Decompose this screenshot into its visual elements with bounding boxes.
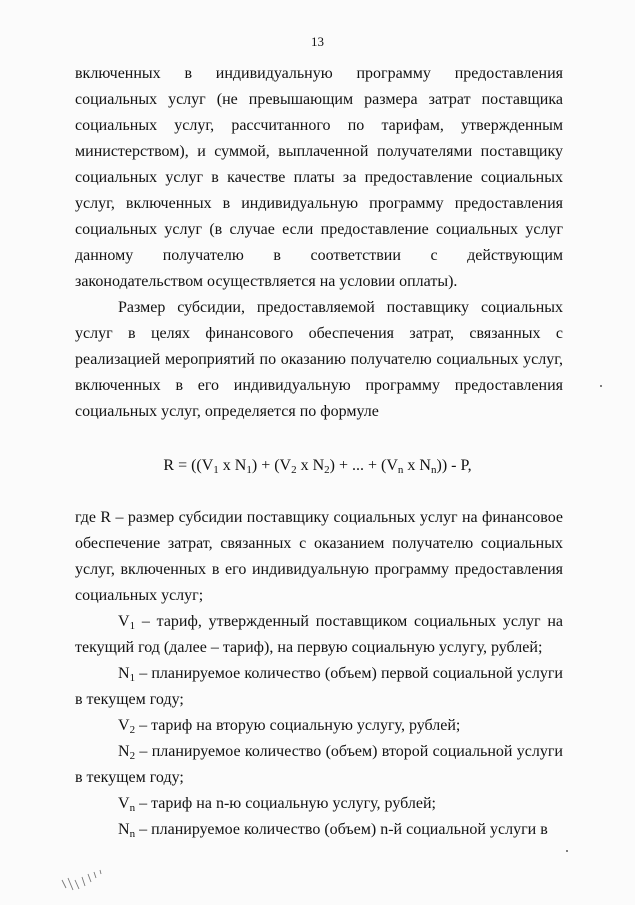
page-number: 13	[311, 34, 324, 49]
subsidy-formula	[0, 453, 635, 479]
formula-definitions	[75, 505, 563, 843]
formula-subscript: 1	[246, 464, 252, 476]
paragraph-subsidy-size	[75, 295, 563, 425]
formula-part: )) - P,	[436, 457, 472, 474]
definition-v2: $V_2$ – тариф на вторую социальную услугу, рублей;	[118, 717, 461, 736]
definition-nn: $N_n$ – планируемое количество (объем) n-й социальной услуги в	[118, 821, 548, 840]
paragraph-text: включенных в индивидуальную программу предоставления социальных услуг (не превышающим размера затрат поставщика социальных услуг, рассчитанного по тарифам, утвержденным министерством), и суммой, выплаченной получателями поставщику социальных услуг в качестве платы за предоставление социальных услуг, включенных в индивидуальную программу предоставления социальных услуг (в случае если предоставление социальных услуг данному получателю в соответствии с действующим законодательством осуществляется на условии оплаты).	[75, 65, 563, 290]
definition-n2: $N_2$ – планируемое количество (объем) второй социальной услуги в текущем году;	[75, 743, 563, 786]
paragraph-text: Размер субсидии, предоставляемой поставщику социальных услуг в целях финансового обеспечения затрат, связанных с реализацией мероприятий по оказанию получателю социальных услуг, включенных в его индивидуальную программу предоставления социальных услуг, определяется по формуле	[75, 299, 563, 420]
formula-part: x N	[403, 457, 431, 474]
formula-subscript: 2	[324, 464, 330, 476]
formula-part: R = ((V	[163, 457, 214, 474]
definition-v1: $V_1$ – тариф, утвержденный поставщиком социальных услуг на текущий год (далее – тариф), на первую социальную услугу, рублей;	[75, 613, 563, 656]
formula-part: ) + ... + (V	[329, 457, 398, 474]
scan-speck	[600, 385, 602, 387]
formula-subscript: 1	[213, 464, 219, 476]
handwritten-mark	[60, 868, 110, 896]
formula-part: ) + (V	[251, 457, 292, 474]
definition-r: где R – размер субсидии поставщику социальных услуг на финансовое обеспечение затрат, связанных с оказанием получателю социальных услуг, включенных в его индивидуальную программу предоставления социальных услуг;	[75, 509, 563, 604]
paragraph-continuation	[75, 61, 563, 295]
formula-subscript: 2	[291, 464, 297, 476]
formula-subscript: n	[397, 464, 404, 476]
formula-part: x N	[296, 457, 325, 474]
definition-n1: $N_1$ – планируемое количество (объем) первой социальной услуги в текущем году;	[75, 665, 563, 708]
scan-speck	[566, 850, 568, 852]
formula-part: x N	[218, 457, 247, 474]
definition-vn: $V_n$ – тариф на n-ю социальную услугу, рублей;	[118, 795, 436, 814]
formula-subscript: n	[430, 464, 437, 476]
